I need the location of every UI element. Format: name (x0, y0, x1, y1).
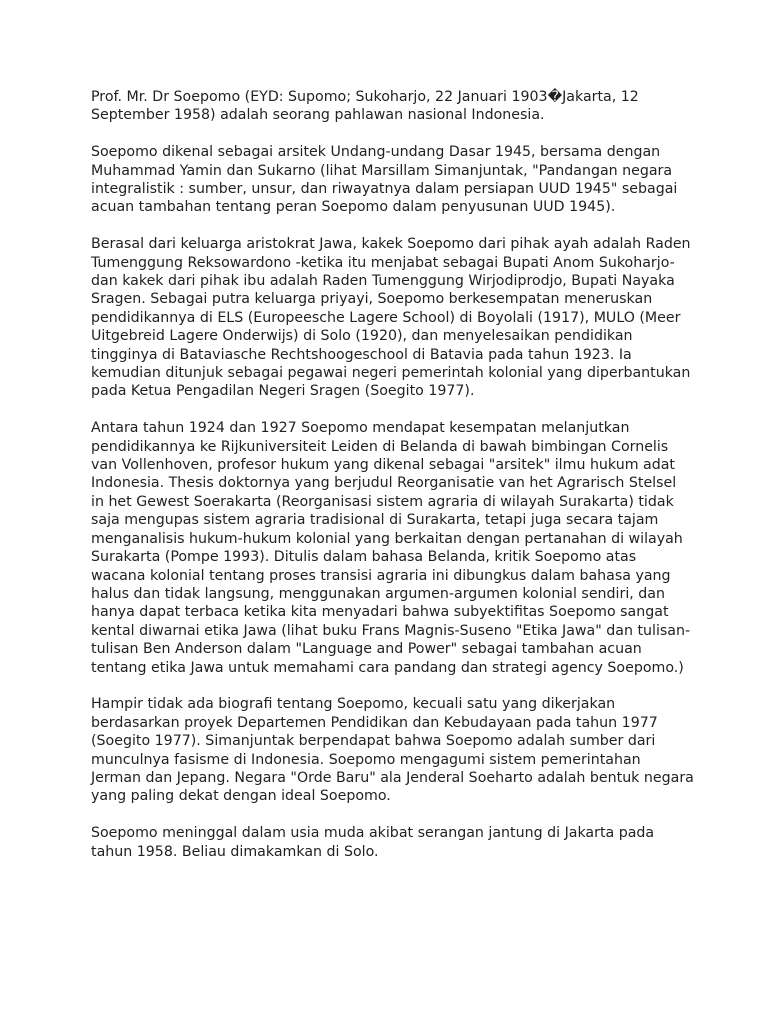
text-line: Uitgebreid Lagere Onderwijs) di Solo (1920), dan menyelesaikan pendidikan (91, 328, 633, 345)
paragraph-uud-1945 (91, 143, 691, 217)
text-line: Hampir tidak ada biografi tentang Soepomo, kecuali satu yang dikerjakan (91, 696, 616, 713)
text-line: berdasarkan proyek Departemen Pendidikan dan Kebudayaan pada tahun 1977 (91, 714, 658, 731)
text-line: hanya dapat terbaca ketika kita menyadari bahwa subyektifitas Soepomo sangat (91, 604, 669, 621)
text-line: Tumenggung Reksowardono -ketika itu menjabat sebagai Bupati Anom Sukoharjo- (91, 254, 675, 271)
text-line: tingginya di Bataviasche Rechtshoogeschool di Batavia pada tahun 1923. Ia (91, 346, 632, 363)
text-line: Sragen. Sebagai putra keluarga priyayi, Soepomo berkesempatan meneruskan (91, 291, 653, 308)
paragraph-gap (91, 401, 691, 419)
text-line: (Soegito 1977). Simanjuntak berpendapat bahwa Soepomo adalah sumber dari (91, 733, 656, 750)
text-line: pendidikannya ke Rijkuniversiteit Leiden di Belanda di bawah bimbingan Cornelis (91, 438, 669, 455)
text-line: pendidikannya di ELS (Europeesche Lagere School) di Boyolali (1917), MULO (Meer (91, 309, 681, 326)
text-line: Prof. Mr. Dr Soepomo (EYD: Supomo; Sukoharjo, 22 Januari 1903�Jakarta, 12 (91, 89, 639, 105)
paragraph-gap (91, 677, 691, 695)
text-line: Muhammad Yamin dan Sukarno (lihat Marsillam Simanjuntak, "Pandangan negara (91, 162, 673, 179)
text-line: acuan tambahan tentang peran Soepomo dalam penyusunan UUD 1945). (91, 199, 616, 216)
text-line: yang paling dekat dengan ideal Soepomo. (91, 788, 391, 805)
paragraph-leiden (91, 419, 691, 677)
text-line: kental diwarnai etika Jawa (lihat buku Frans Magnis-Suseno "Etika Jawa" dan tulisan- (91, 622, 691, 639)
text-line: Soepomo dikenal sebagai arsitek Undang-undang Dasar 1945, bersama dengan (91, 144, 661, 161)
text-line: in het Gewest Soerakarta (Reorganisasi sistem agraria di wilayah Surakarta) tidak (91, 493, 674, 510)
text-line: September 1958) adalah seorang pahlawan nasional Indonesia. (91, 107, 545, 124)
text-line: halus dan tidak langsung, menggunakan argumen-argumen kolonial sendiri, dan (91, 585, 665, 602)
text-line: munculnya fasisme di Indonesia. Soepomo mengagumi sistem pemerintahan (91, 751, 641, 768)
document-body (91, 88, 694, 861)
paragraph-death (91, 824, 691, 861)
paragraph-gap (91, 217, 691, 235)
paragraph-gap (91, 806, 691, 824)
paragraph-gap (91, 125, 691, 143)
text-line: saja mengupas sistem agraria tradisional di Surakarta, tetapi juga secara tajam (91, 512, 659, 529)
text-line: dan kakek dari pihak ibu adalah Raden Tumenggung Wirjodiprodjo, Bupati Nayaka (91, 273, 675, 290)
text-line: tahun 1958. Beliau dimakamkan di Solo. (91, 843, 379, 860)
text-line: kemudian ditunjuk sebagai pegawai negeri pemerintah kolonial yang diperbantukan (91, 365, 691, 382)
text-line: menganalisis hukum-hukum kolonial yang berkaitan dengan pertanahan di wilayah (91, 530, 683, 547)
text-line: Jerman dan Jepang. Negara "Orde Baru" ala Jenderal Soeharto adalah bentuk negara (91, 769, 694, 786)
text-line: pada Ketua Pengadilan Negeri Sragen (Soegito 1977). (91, 383, 475, 400)
text-line: Soepomo meninggal dalam usia muda akibat serangan jantung di Jakarta pada (91, 825, 655, 842)
text-line: Indonesia. Thesis doktornya yang berjudul Reorganisatie van het Agrarisch Stelsel (91, 475, 677, 492)
text-line: tentang etika Jawa untuk memahami cara pandang dan strategi agency Soepomo.) (91, 659, 684, 676)
text-line: Berasal dari keluarga aristokrat Jawa, kakek Soepomo dari pihak ayah adalah Raden (91, 236, 691, 253)
text-line: Antara tahun 1924 dan 1927 Soepomo mendapat kesempatan melanjutkan (91, 420, 630, 437)
text-line: wacana kolonial tentang proses transisi agraria ini dibungkus dalam bahasa yang (91, 567, 671, 584)
text-line: Surakarta (Pompe 1993). Ditulis dalam bahasa Belanda, kritik Soepomo atas (91, 549, 637, 566)
text-line: tulisan Ben Anderson dalam "Language and Power" sebagai tambahan acuan (91, 641, 642, 658)
paragraph-biography (91, 695, 694, 805)
text-line: integralistik : sumber, unsur, dan riwayatnya dalam persiapan UUD 1945" sebagai (91, 181, 678, 198)
paragraph-family-education (91, 235, 691, 401)
paragraph-intro (91, 88, 691, 125)
text-line: van Vollenhoven, profesor hukum yang dikenal sebagai "arsitek" ilmu hukum adat (91, 457, 675, 474)
